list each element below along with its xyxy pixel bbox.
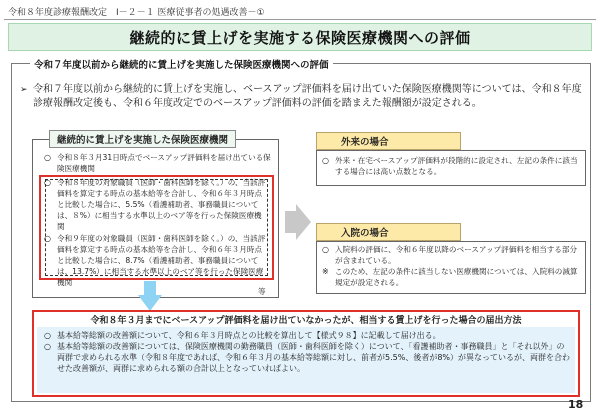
circle-bullet-icon: ○ [322,156,329,165]
circle-bullet-icon: ○ [44,342,51,351]
note-mark-icon: ※ [322,267,329,276]
circle-bullet-icon: ○ [44,153,51,162]
intro-paragraph [20,83,585,111]
intro-text: 令和７年度以前から継続的に賃上げを実施し、ベースアップ評価料を届け出ていた保険医療機関等については、令和８年度診療報酬改定後も、令和６年度改定でのベースアップ評価料の評価を踏まえた報酬額が設定される。 [33,84,582,109]
inpatient-items [322,244,582,288]
page-title: 継続的に賃上げを実施する保険医療機関への評価 [8,23,592,51]
criteria-item-1-text: 令和８年３月31日時点でベースアップ評価料を届け出ている保険医療機関 [57,153,271,173]
inpatient-item-2-text: このため、左記の条件に該当しない医療機関については、入院料の減算規定が設定される。 [335,267,578,287]
inpatient-item-1 [322,244,582,266]
outpatient-heading: 外来の場合 [316,132,461,150]
circle-bullet-icon: ○ [44,178,51,187]
filing-item-2 [44,341,572,374]
inpatient-item-2 [322,266,582,288]
right-arrow-icon [285,204,311,240]
filing-item-2-text: 基本給等総額の改善額については、保険医療機関の勤務職員（医師・歯科医師を除く）について、「看護補助者・事務職員」と「それ以外」の両群で求められる水準（令和８年度であれば、令和６年３月の基本給等総額に対し、前者が5.5%、後者が8%）が異なっているが、両群を合わせた改善額が、両群に求められる額の合計以上となっていればよい。 [57,342,571,373]
outpatient-item-text: 外来・在宅ベースアップ評価料が段階的に設定され、左記の条件に該当する場合には高い点数となる。 [335,156,578,176]
circle-bullet-icon: ○ [44,331,51,340]
page-number: 18 [568,398,584,411]
circle-bullet-icon: ○ [44,234,51,243]
inpatient-heading: 入院の場合 [316,223,461,241]
criteria-item-3 [44,233,268,288]
header-divider [4,19,596,20]
header-breadcrumb: 令和８年度診療報酬改定 Ⅰ－２－１ 医療従事者の処遇改善－① [8,8,265,18]
criteria-etc: 等 [258,287,266,296]
outpatient-item [322,155,582,177]
arrow-bullet-icon: ➢ [20,85,28,95]
criteria-item-2 [44,177,268,232]
section-label: 令和７年度以前から継続的に賃上げを実施した保険医療機関への評価 [30,57,333,71]
circle-bullet-icon: ○ [322,245,329,254]
criteria-item-2-text: 令和８年度の対象職員（医師・歯科医師を除く。）の、当該評価料を算定する時点の基本給等を合計し、令和６年３月時点と比較した場合に、5.5%（看護補助者、事務職員については、８%）に相当する水準以上のベア等を行った保険医療機関 [57,178,266,231]
filing-item-1 [44,330,572,341]
filing-item-1-text: 基本給等総額の改善額について、令和６年３月時点との比較を算出して【様式９８】に記載して届け出る。 [57,331,441,340]
criteria-panel-label: 継続的に賃上げを実施した保険医療機関 [49,130,236,148]
criteria-item-3-text: 令和９年度の対象職員（医師・歯科医師を除く。）の、当該評価料を算定する時点の基本給等を合計し、令和６年３月時点と比較した場合に、8.7%（看護補助者、事務職員については、13.7%）に相当する水準以上のベア等を行った保険医療機関 [57,234,266,287]
filing-method-title: 令和８年３月までにベースアップ評価料を届け出ていなかったが、相当する賃上げを行った場合の届出方法 [90,315,522,326]
criteria-item-1 [44,152,272,174]
down-arrow-icon [138,281,162,311]
inpatient-item-1-text: 入院料の評価に、令和６年度以降のベースアップ評価料を相当する部分が含まれている。 [335,245,578,265]
